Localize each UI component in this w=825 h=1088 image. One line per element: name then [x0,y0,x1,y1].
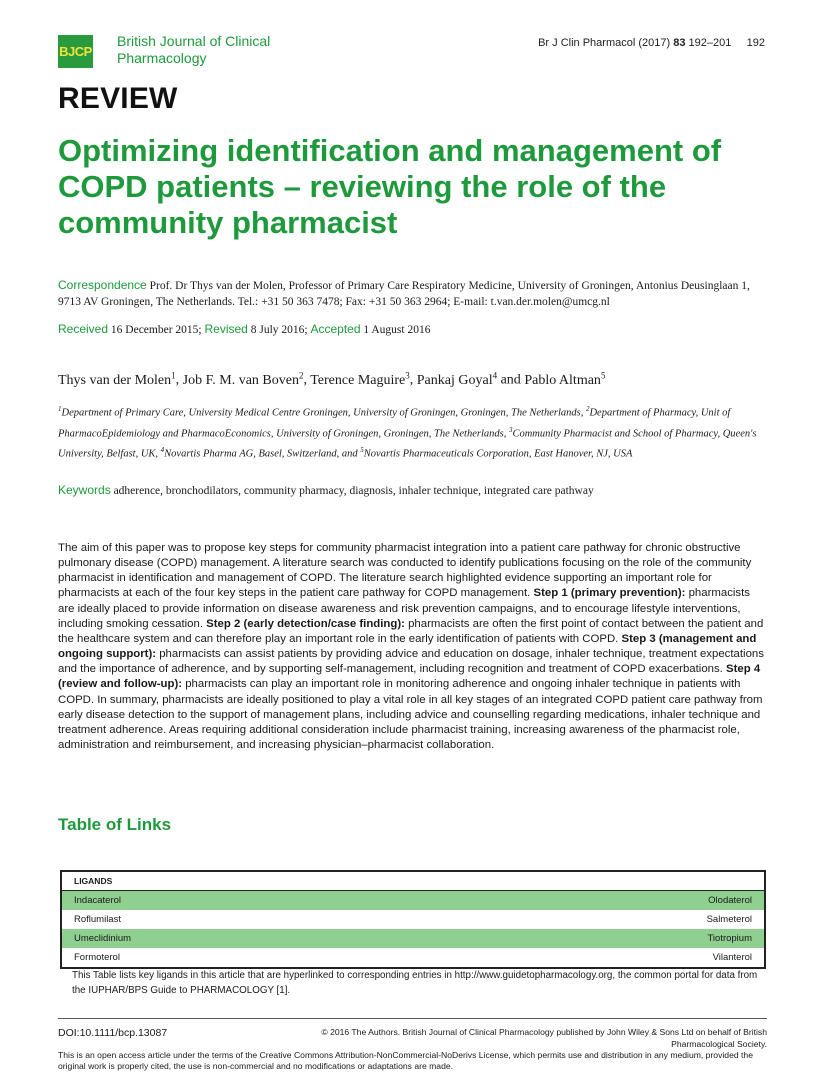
author[interactable]: Terence Maguire$^3$ [310,370,410,388]
affiliation: Community Pharmacist and School of Pharmacy, Queen's University, Belfast, UK, [58,428,757,460]
table-note: This Table lists key ligands in this article that are hyperlinked to corresponding entries in http://www.guidetopharmacology.org, the common portal for data from the IUPHAR/BPS Guide to PHARMACOLOGY [1]. [72,970,758,996]
ligand-link[interactable]: Formoterol [74,952,120,963]
correspondence-label: Correspondence [58,278,147,292]
journal-name[interactable]: British Journal of Clinical Pharmacology [117,33,271,66]
keywords-text: adherence, bronchodilators, community pharmacy, diagnosis, inhaler technique, integrated care pathway [113,485,594,497]
article-dates [58,322,430,336]
revised-date: 8 July 2016; [250,324,308,336]
table-row [62,929,764,948]
ligands-table [60,870,766,969]
ligand-link[interactable]: Salmeterol [706,914,752,925]
author[interactable]: Job F. M. van Boven$^2$ [182,370,304,388]
received-label: Received [58,322,109,336]
ligand-link[interactable]: Indacaterol [74,895,122,906]
keywords [58,483,594,497]
footer-divider [58,1018,767,1019]
table-row [62,910,764,929]
citation [538,37,765,49]
affiliation: Novartis Pharma AG, Basel, Switzerland, and [164,448,361,460]
keywords-label: Keywords [58,483,111,497]
correspondence [58,277,768,310]
table-row [62,948,764,967]
citation-pages: 192–201 [688,37,732,49]
affiliation: Department of Pharmacy, Unit of PharmacoEpidemiology and PharmacoEconomics, University of Groningen, Groningen, The Netherlands, [58,407,731,439]
page-number: 192 [746,37,765,49]
table-of-links-heading: Table of Links [58,815,172,834]
citation-journal: Br J Clin Pharmacol (2017) [538,37,671,49]
accepted-label: Accepted [310,322,361,336]
doi-link[interactable]: DOI:10.1111/bcp.13087 [58,1027,168,1039]
author[interactable]: Pankaj Goyal$^4$ [416,370,498,388]
affiliation: Novartis Pharmaceuticals Corporation, East Hanover, NJ, USA [363,448,633,460]
ligands-header: LIGANDS [62,872,764,891]
revised-label: Revised [204,322,248,336]
received-date: 16 December 2015; [110,324,202,336]
correspondence-text: Prof. Dr Thys van der Molen, Professor of Primary Care Respiratory Medicine, University of Groningen, Antonius Deusinglaan 1, 9713 AV Groningen, The Netherlands. Tel.: +31 50 363 7478; Fax: +31 50 363 2964; E-mail: t.van.der.molen@umcg.nl [58,280,750,308]
affiliations: $^1$Department of Primary Care, University Medical Centre Groningen, University of Groningen, Groningen, The Netherlands, $^2$Department of Pharmacy, Unit of PharmacoEpidemiology and PharmacoEconomics, University of Groningen, Groningen, The Netherlands, $^3$Community Pharmacist and School of Pharmacy, Queen's University, Belfast, UK, $^4$Novartis Pharma AG, Basel, Switzerland, and $^5$Novartis Pharmaceuticals Corporation, East Hanover, NJ, USA [58,405,757,460]
ligand-link[interactable]: Roflumilast [74,914,121,925]
copyright-notice: © 2016 The Authors. British Journal of Clinical Pharmacology published by John Wiley & Sons Ltd on behalf of British Pharmacological Society. [321,1027,767,1049]
ligand-link[interactable]: Tiotropium [707,933,752,944]
license-notice: This is an open access article under the terms of the Creative Commons Attribution-NonCommercial-NoDerivs License, which permits use and distribution in any medium, provided the original work is properly cited, the use is non-commercial and no modifications or adaptations are made. [58,1050,753,1071]
ligand-link[interactable]: Umeclidinium [74,933,132,944]
abstract: The aim of this paper was to propose key steps for community pharmacist integration into a patient care pathway for chronic obstructive pulmonary disease (COPD) management. A literature search was conducted to identify publications focusing on the role of the community pharmacist in identification and management of COPD. The literature search highlighted evidence supporting an important role for pharmacists at each of the four key steps in the patient care pathway for COPD management. Step 1 (primary prevention): pharmacists are ideally placed to provide information on disease awareness and risk prevention campaigns, and to encourage lifestyle interventions, including smoking cessation. Step 2 (early detection/case finding): pharmacists are often the first point of contact between the patient and the healthcare system and can therefore play an important role in the early identification of patients with COPD. Step 3 (management and ongoing support): pharmacists can assist patients by providing advice and education on dosage, inhaler technique, treatment expectations and the importance of adherence, and by supporting self-management, including recognition and treatment of COPD exacerbations. Step 4 (review and follow-up): pharmacists can play an important role in monitoring adherence and ongoing inhaler technique in patients with COPD. In summary, pharmacists are ideally positioned to play a vital role in all key stages of an integrated COPD patient care pathway from early disease detection to the support of management plans, including advice and counselling regarding medications, inhaler technique and treatment adherence. Areas requiring additional consideration include pharmacist training, increasing awareness of the pharmacist role, administration and reimbursement, and increasing physician–pharmacist collaboration. [58,542,764,752]
author-list: Thys van der Molen$^1$, Job F. M. van Boven$^2$, Terence Maguire$^3$, Pankaj Goyal$^4$ and Pablo Altman$^5$ [58,370,606,388]
author[interactable]: Thys van der Molen$^1$ [58,370,176,388]
author[interactable]: Pablo Altman$^5$ [524,370,606,388]
table-row [62,891,764,910]
ligand-link[interactable]: Olodaterol [708,895,752,906]
article-title: Optimizing identification and management of COPD patients – reviewing the role of the community pharmacist [58,133,722,240]
journal-logo: BJCP [58,35,93,68]
accepted-date: 1 August 2016 [363,324,431,336]
citation-volume: 83 [673,37,686,49]
affiliation: Department of Primary Care, University Medical Centre Groningen, University of Groningen, Groningen, The Netherlands, [61,407,586,419]
ligand-link[interactable]: Vilanterol [712,952,752,963]
article-type: REVIEW [58,82,178,115]
